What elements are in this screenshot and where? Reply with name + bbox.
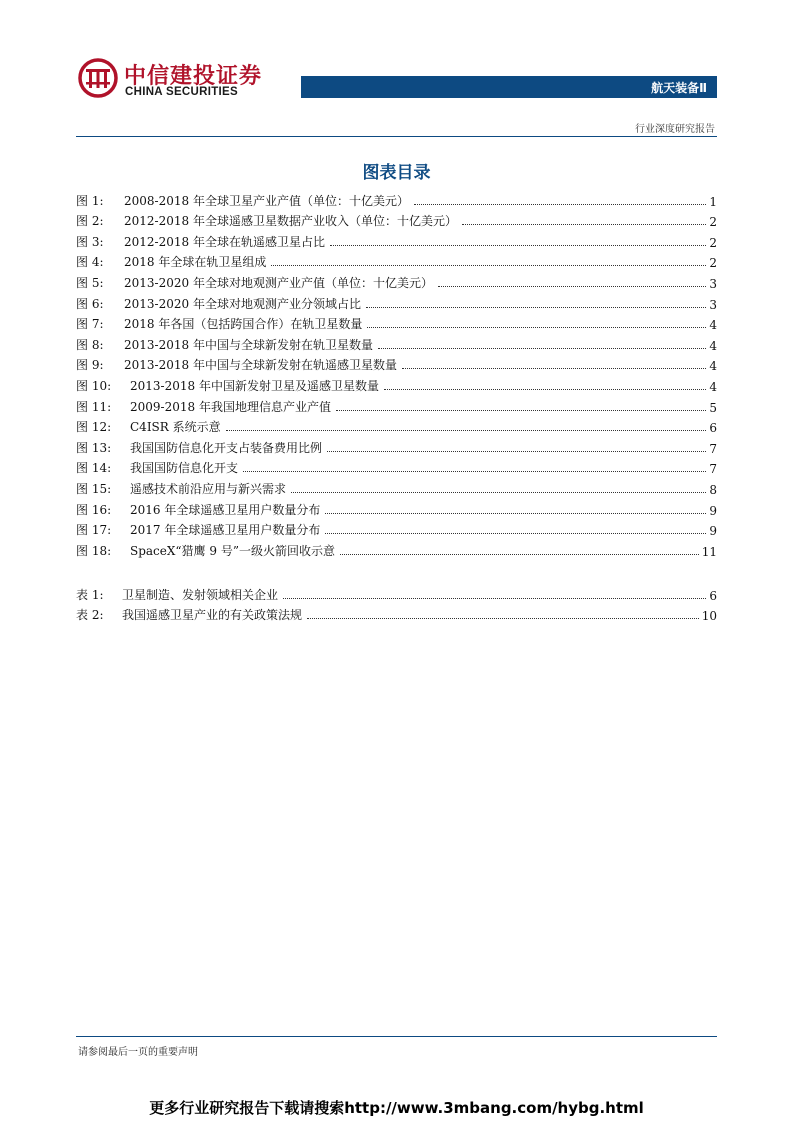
- entry-page: 2: [709, 235, 717, 250]
- dot-leader: [283, 598, 706, 599]
- entry-title: 2013-2018 年中国与全球新发射在轨遥感卫星数量: [124, 358, 397, 373]
- entry-label: 表 1:: [76, 587, 104, 602]
- dot-leader: [438, 286, 706, 287]
- entry-page: 10: [701, 609, 717, 624]
- toc-entry[interactable]: [76, 312, 717, 333]
- entry-label: 图 13:: [76, 440, 112, 455]
- toc-entry[interactable]: [76, 456, 717, 477]
- toc-entry[interactable]: [76, 476, 717, 497]
- entry-title: 我国国防信息化开支占装备费用比例: [130, 440, 323, 455]
- entry-page: 7: [709, 462, 717, 477]
- entry-title: 我国遥感卫星产业的有关政策法规: [122, 608, 303, 623]
- logo-english-name: CHINA SECURITIES: [125, 86, 238, 98]
- toc-entry[interactable]: [76, 435, 717, 456]
- dot-leader: [325, 533, 706, 534]
- entry-label: 图 9:: [76, 358, 104, 373]
- entry-page: 7: [709, 441, 717, 456]
- toc-entry[interactable]: [76, 394, 717, 415]
- dot-leader: [367, 327, 706, 328]
- dot-leader: [327, 451, 706, 452]
- entry-page: 4: [709, 379, 717, 394]
- entry-title: 2018 年各国（包括跨国合作）在轨卫星数量: [124, 317, 363, 332]
- entry-label: 图 11:: [76, 399, 112, 414]
- logo-chinese-name: 中信建投证券: [124, 64, 263, 89]
- entry-title: C4ISR 系统示意: [130, 420, 221, 435]
- entry-page: 9: [709, 524, 717, 539]
- report-type: 行业深度研究报告: [635, 124, 715, 135]
- china-securities-emblem-icon: [78, 58, 118, 98]
- dot-leader: [402, 368, 706, 369]
- dot-leader: [291, 492, 706, 493]
- toc-entry[interactable]: [76, 353, 717, 374]
- toc-entry[interactable]: [76, 188, 717, 209]
- entry-page: 3: [709, 276, 717, 291]
- toc-entry[interactable]: [76, 603, 717, 624]
- entry-page: 3: [709, 297, 717, 312]
- entry-page: 6: [709, 588, 717, 603]
- toc-entry[interactable]: [76, 229, 717, 250]
- toc-entry[interactable]: [76, 332, 717, 353]
- toc-entry[interactable]: [76, 250, 717, 271]
- dot-leader: [384, 389, 706, 390]
- entry-title: 卫星制造、发射领域相关企业: [122, 587, 279, 602]
- dot-leader: [378, 348, 706, 349]
- entry-label: 图 14:: [76, 461, 112, 476]
- download-promo[interactable]: 更多行业研究报告下载请搜索http://www.3mbang.com/hybg.html: [149, 1099, 644, 1117]
- toc-entry[interactable]: [76, 538, 717, 559]
- toc-entry[interactable]: [76, 518, 717, 539]
- entry-label: 图 1:: [76, 193, 104, 208]
- dot-leader: [271, 265, 706, 266]
- dot-leader: [325, 513, 706, 514]
- entry-label: 图 3:: [76, 234, 104, 249]
- entry-page: 4: [709, 338, 717, 353]
- entry-label: 图 15:: [76, 481, 112, 496]
- disclaimer-note: 请参阅最后一页的重要声明: [78, 1047, 198, 1058]
- header-bar: [301, 76, 717, 98]
- entry-title: 2008-2018 年全球卫星产业产值（单位：十亿美元）: [124, 193, 409, 208]
- dot-leader: [414, 204, 706, 205]
- figure-list: [76, 188, 717, 559]
- company-logo: [78, 58, 278, 102]
- entry-page: 5: [709, 400, 717, 415]
- entry-title: 2013-2020 年全球对地观测产业产值（单位：十亿美元）: [124, 275, 433, 290]
- entry-title: SpaceX“猎鹰 9 号”一级火箭回收示意: [130, 543, 335, 558]
- entry-label: 图 18:: [76, 543, 112, 558]
- dot-leader: [226, 430, 707, 431]
- entry-label: 图 12:: [76, 420, 112, 435]
- entry-page: 4: [709, 359, 717, 374]
- entry-label: 图 5:: [76, 275, 104, 290]
- dot-leader: [366, 307, 706, 308]
- entry-title: 2012-2018 年全球在轨遥感卫星占比: [124, 234, 325, 249]
- dot-leader: [330, 245, 706, 246]
- entry-page: 11: [701, 544, 717, 559]
- footer-divider: [76, 1036, 717, 1037]
- entry-page: 8: [709, 482, 717, 497]
- entry-label: 图 7:: [76, 317, 104, 332]
- toc-entry[interactable]: [76, 582, 717, 603]
- entry-title: 2013-2020 年全球对地观测产业分领域占比: [124, 296, 361, 311]
- toc-entry[interactable]: [76, 209, 717, 230]
- entry-label: 图 2:: [76, 214, 104, 229]
- dot-leader: [243, 471, 706, 472]
- toc-entry[interactable]: [76, 291, 717, 312]
- entry-page: 2: [709, 256, 717, 271]
- toc-entry[interactable]: [76, 415, 717, 436]
- entry-page: 4: [709, 318, 717, 333]
- toc-title: 图表目录: [362, 163, 431, 183]
- entry-label: 图 16:: [76, 502, 112, 517]
- header-divider: [76, 136, 717, 137]
- toc-entry[interactable]: [76, 270, 717, 291]
- entry-page: 2: [709, 215, 717, 230]
- entry-label: 图 17:: [76, 523, 112, 538]
- entry-title: 遥感技术前沿应用与新兴需求: [130, 481, 287, 496]
- entry-title: 我国国防信息化开支: [130, 461, 239, 476]
- entry-page: 9: [709, 503, 717, 518]
- table-list: [76, 582, 717, 623]
- dot-leader: [340, 554, 699, 555]
- entry-title: 2012-2018 年全球遥感卫星数据产业收入（单位：十亿美元）: [124, 214, 457, 229]
- dot-leader: [307, 618, 699, 619]
- dot-leader: [462, 224, 706, 225]
- entry-title: 2016 年全球遥感卫星用户数量分布: [130, 502, 321, 517]
- entry-title: 2018 年全球在轨卫星组成: [124, 255, 267, 270]
- entry-label: 表 2:: [76, 608, 104, 623]
- entry-title: 2017 年全球遥感卫星用户数量分布: [130, 523, 321, 538]
- entry-page: 1: [709, 194, 717, 209]
- entry-label: 图 8:: [76, 337, 104, 352]
- entry-page: 6: [709, 421, 717, 436]
- entry-label: 图 6:: [76, 296, 104, 311]
- entry-title: 2013-2018 年中国与全球新发射在轨卫星数量: [124, 337, 373, 352]
- toc-entry[interactable]: [76, 497, 717, 518]
- entry-title: 2013-2018 年中国新发射卫星及遥感卫星数量: [130, 378, 379, 393]
- sector-tag: 航天装备Ⅱ: [651, 81, 707, 95]
- entry-label: 图 4:: [76, 255, 104, 270]
- dot-leader: [336, 410, 706, 411]
- entry-title: 2009-2018 年我国地理信息产业产值: [130, 399, 331, 414]
- toc-entry[interactable]: [76, 373, 717, 394]
- entry-label: 图 10:: [76, 378, 112, 393]
